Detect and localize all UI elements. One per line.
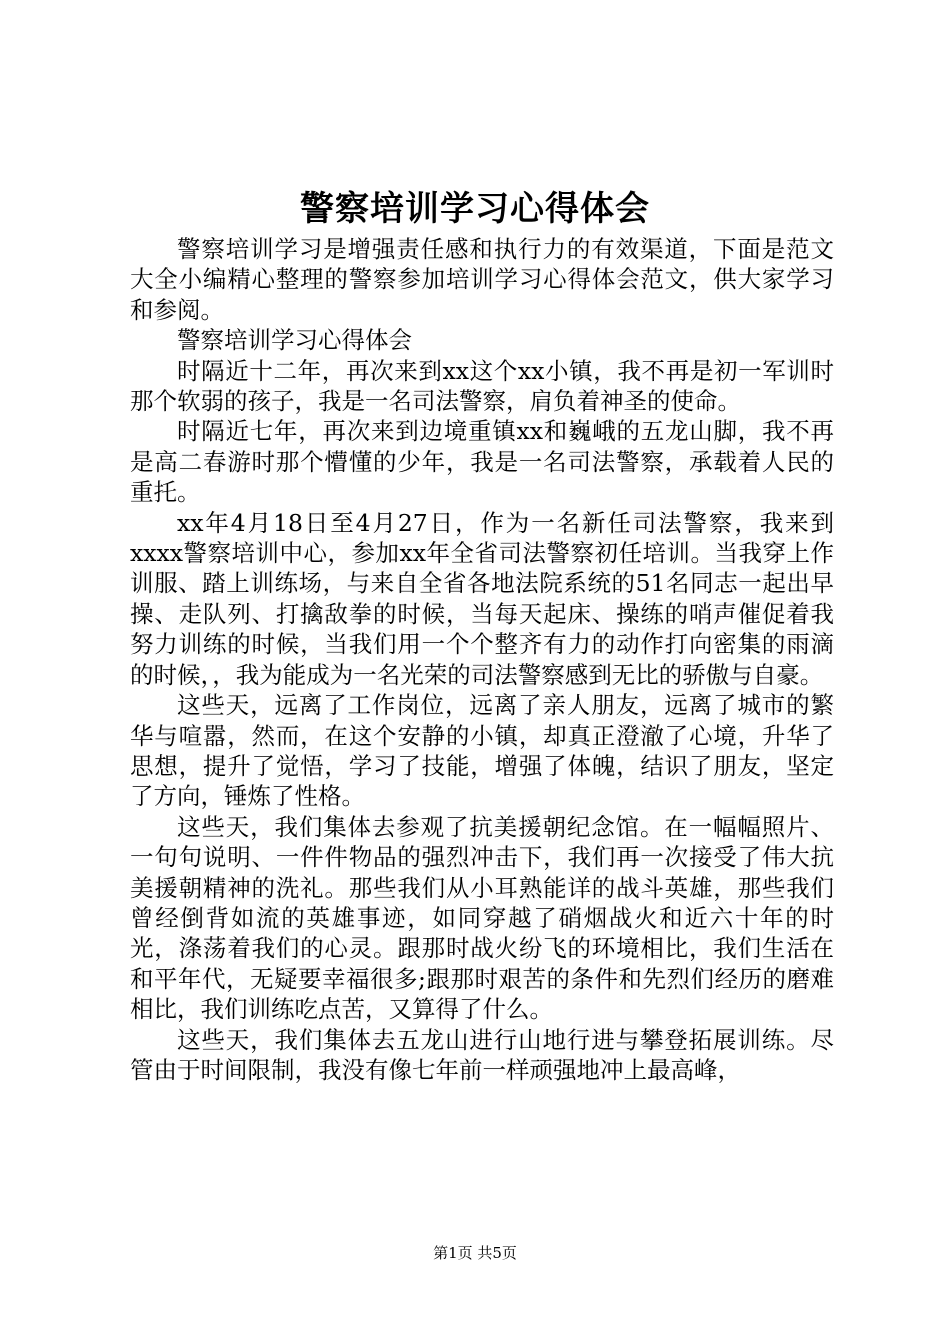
document-body [130,234,834,1085]
paragraph: 这些天，远离了工作岗位，远离了亲人朋友，远离了城市的繁华与喧嚣，然而，在这个安静的小镇，却真正澄澈了心境，升华了思想，提升了觉悟，学习了技能，增强了体魄，结识了朋友，坚定了方向，锤炼了性格。 [130,691,834,811]
paragraph: xx年4月18日至4月27日，作为一名新任司法警察，我来到xxxx警察培训中心，参加xx年全省司法警察初任培训。当我穿上作训服、踏上训练场，与来自全省各地法院系统的51名同志一起出早操、走队列、打擒敌拳的时候，当每天起床、操练的哨声催促着我努力训练的时候，当我们用一个个整齐有力的动作打向密集的雨滴的时候，，我为能成为一名光荣的司法警察感到无比的骄傲与自豪。 [130,508,834,689]
paragraph: 时隔近七年，再次来到边境重镇xx和巍峨的五龙山脚，我不再是高二春游时那个懵懂的少年，我是一名司法警察，承载着人民的重托。 [130,417,834,507]
document-title: 警察培训学习心得体会 [300,189,650,229]
paragraph: 这些天，我们集体去五龙山进行山地行进与攀登拓展训练。尽管由于时间限制，我没有像七年前一样顽强地冲上最高峰， [130,1025,834,1084]
paragraph-subtitle: 警察培训学习心得体会 [177,326,412,355]
paragraph: 时隔近十二年，再次来到xx这个xx小镇，我不再是初一军训时那个软弱的孩子，我是一名司法警察，肩负着神圣的使命。 [130,356,834,416]
page-number-footer: 第1页 共5页 [433,1244,517,1262]
paragraph-intro: 警察培训学习是增强责任感和执行力的有效渠道，下面是范文大全小编精心整理的警察参加培训学习心得体会范文，供大家学习和参阅。 [130,235,834,324]
paragraph: 这些天，我们集体去参观了抗美援朝纪念馆。在一幅幅照片、一句句说明、一件件物品的强烈冲击下，我们再一次接受了伟大抗美援朝精神的洗礼。那些我们从小耳熟能详的战斗英雄，那些我们曾经倒背如流的英雄事迹，如同穿越了硝烟战火和近六十年的时光，涤荡着我们的心灵。跟那时战火纷飞的环境相比，我们生活在和平年代，无疑要幸福很多;跟那时艰苦的条件和先烈们经历的磨难相比，我们训练吃点苦，又算得了什么。 [130,812,834,1024]
